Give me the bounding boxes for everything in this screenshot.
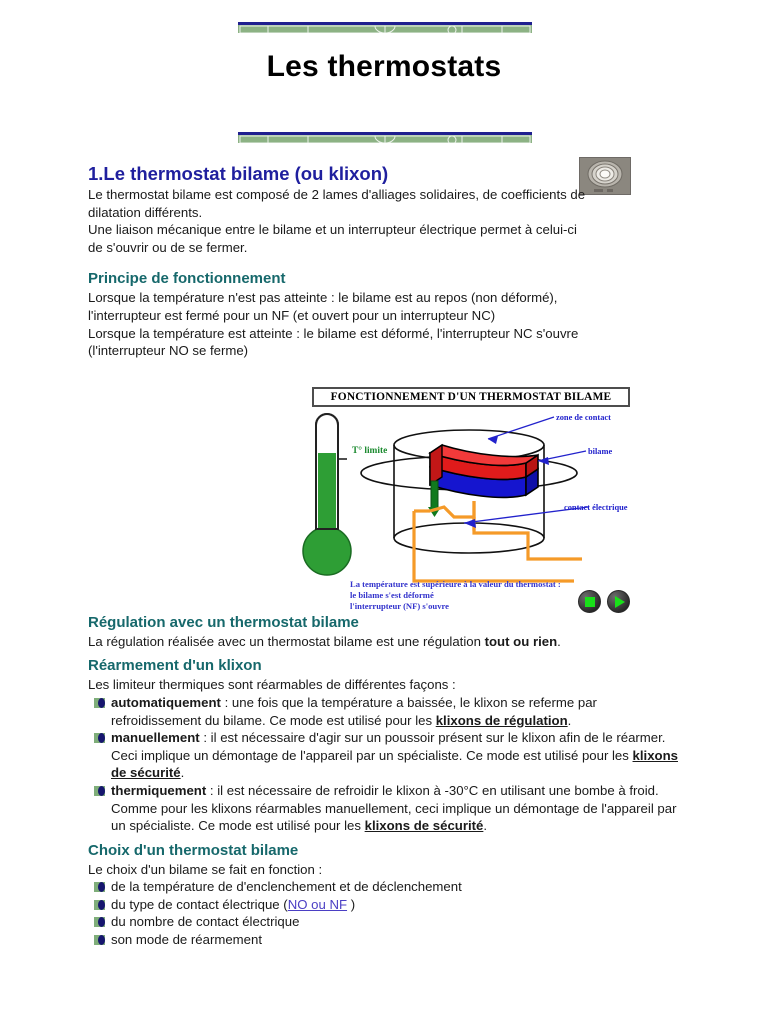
list-item [94, 913, 684, 931]
decorative-rule-top [238, 22, 532, 34]
section-heading-choix: Choix d'un thermostat bilame [88, 841, 299, 859]
regulation-text-before: La régulation réalisée avec un thermostat bilame est une régulation [88, 633, 485, 649]
intro-line-4: de s'ouvrir ou de se fermer. [88, 239, 248, 255]
principe-line-2: l'interrupteur est fermé pour un NF (et ouvert pour un interrupteur NC) [88, 307, 496, 323]
list-item-text-2: . [180, 765, 185, 781]
list-item [94, 878, 684, 896]
animation-controls [578, 590, 630, 613]
intro-line-2: dilatation différents. [88, 204, 203, 220]
bullet-square-icon [94, 917, 105, 927]
regulation-paragraph [88, 633, 684, 651]
play-button[interactable] [607, 590, 630, 613]
list-item-text-after: ) [347, 896, 356, 912]
bilame-block [430, 445, 538, 497]
list-item-text-before: du type de contact électrique ( [111, 896, 288, 912]
section-heading-regulation: Régulation avec un thermostat bilame [88, 613, 359, 631]
bullet-square-icon [94, 935, 105, 945]
figure-note [350, 579, 590, 612]
section-heading-rearmement: Réarmement d'un klixon [88, 657, 262, 675]
choix-list [88, 878, 684, 948]
list-item-emphasis: klixons de régulation [435, 712, 568, 728]
rearmement-list [88, 694, 684, 835]
list-item [94, 931, 684, 949]
thermometer-icon [303, 414, 351, 575]
link-no-ou-nf[interactable]: NO ou NF [287, 896, 348, 912]
list-item-text-2: . [483, 818, 488, 834]
figure-thermostat-bilame [302, 387, 638, 619]
list-item-text-1: : il est nécessaire de refroidir le klixon à -30°C en utilisant une bombe à froid. Comme pour les klixons réarmables manuellement, ceci implique un démontage de l'appareil par un spécialiste. Ce mode est utilisé pour les [111, 782, 677, 834]
section-heading-principe: Principe de fonctionnement [88, 270, 286, 288]
list-item-label: du nombre de contact électrique [111, 914, 300, 930]
regulation-text-after: . [557, 633, 561, 649]
label-zone-de-contact: zone de contact [556, 413, 611, 422]
rule-green-band [238, 135, 532, 143]
bullet-square-icon [94, 882, 105, 892]
rearmement-intro: Les limiteur thermiques sont réarmables de différentes façons : [88, 677, 456, 693]
stop-button[interactable] [578, 590, 601, 613]
bullet-square-icon [94, 733, 105, 743]
section-heading-thermostat-bilame: 1.Le thermostat bilame (ou klixon) [88, 163, 389, 184]
bullet-square-icon [94, 698, 105, 708]
list-item-term: manuellement [111, 730, 200, 746]
decorative-rule-middle [238, 132, 532, 144]
list-item [94, 694, 684, 729]
list-item-text-1: : une fois que la température a baissée, le klixon se referme par refroidissement du bilame. Ce mode est utilisé pour les [111, 694, 597, 728]
page-title: Les thermostats [266, 50, 502, 83]
list-item-label: son mode de réarmement [111, 932, 262, 948]
principe-line-3: Lorsque la température est atteinte : le bilame est déformé, l'interrupteur NC s'ouvre [88, 325, 579, 341]
label-contact-electrique: contact électrique [564, 503, 628, 512]
bullet-square-icon [94, 786, 105, 796]
principe-paragraph [88, 289, 684, 359]
figure-note-line-2: le bilame s'est déformé [350, 590, 434, 600]
spacer [88, 256, 684, 263]
list-item-text-1: : il est nécessaire d'agir sur un poussoir présent sur le klixon afin de le réarmer. Ceci implique un démontage de l'appareil par un spécialiste. Ce mode est utilisé pour les [111, 730, 666, 763]
figure-note-line-1: La température est supérieure à la valeur du thermostat : [350, 579, 561, 589]
figure-note-line-3: l'interrupteur (NF) s'ouvre [350, 601, 449, 611]
intro-line-1: Le thermostat bilame est composé de 2 lames d'alliages solidaires, de coefficients de [88, 187, 586, 202]
list-item-label: de la température de d'enclenchement et de déclenchement [111, 879, 462, 895]
choix-intro: Le choix d'un bilame se fait en fonction : [88, 861, 323, 877]
list-item-emphasis: klixons de sécurité [111, 747, 678, 781]
list-item-emphasis: klixons de sécurité [364, 818, 484, 834]
figure-caption-title: FONCTIONNEMENT D'UN THERMOSTAT BILAME [312, 387, 630, 407]
bullet-square-icon [94, 900, 105, 910]
stop-square-icon [585, 597, 595, 607]
list-item [94, 782, 684, 835]
list-item-text-2: . [567, 712, 572, 728]
label-temperature-limite: T° limite [352, 446, 388, 456]
intro-line-3: Une liaison mécanique entre le bilame et un interrupteur électrique permet à celui-ci [88, 222, 577, 238]
regulation-emphasis: tout ou rien [484, 633, 558, 649]
electrical-circuit [414, 501, 582, 581]
principe-line-1: Lorsque la température n'est pas atteinte : le bilame est au repos (non déformé), [88, 290, 558, 306]
rule-green-band [238, 25, 532, 33]
list-item [94, 729, 684, 782]
list-item-term: thermiquement [111, 782, 207, 798]
label-bilame: bilame [588, 447, 613, 456]
list-item-term: automatiquement [111, 694, 221, 710]
play-triangle-icon [615, 596, 625, 608]
intro-paragraph [88, 186, 684, 256]
list-item [94, 896, 684, 914]
principe-line-4: (l'interrupteur NO se ferme) [88, 343, 249, 359]
